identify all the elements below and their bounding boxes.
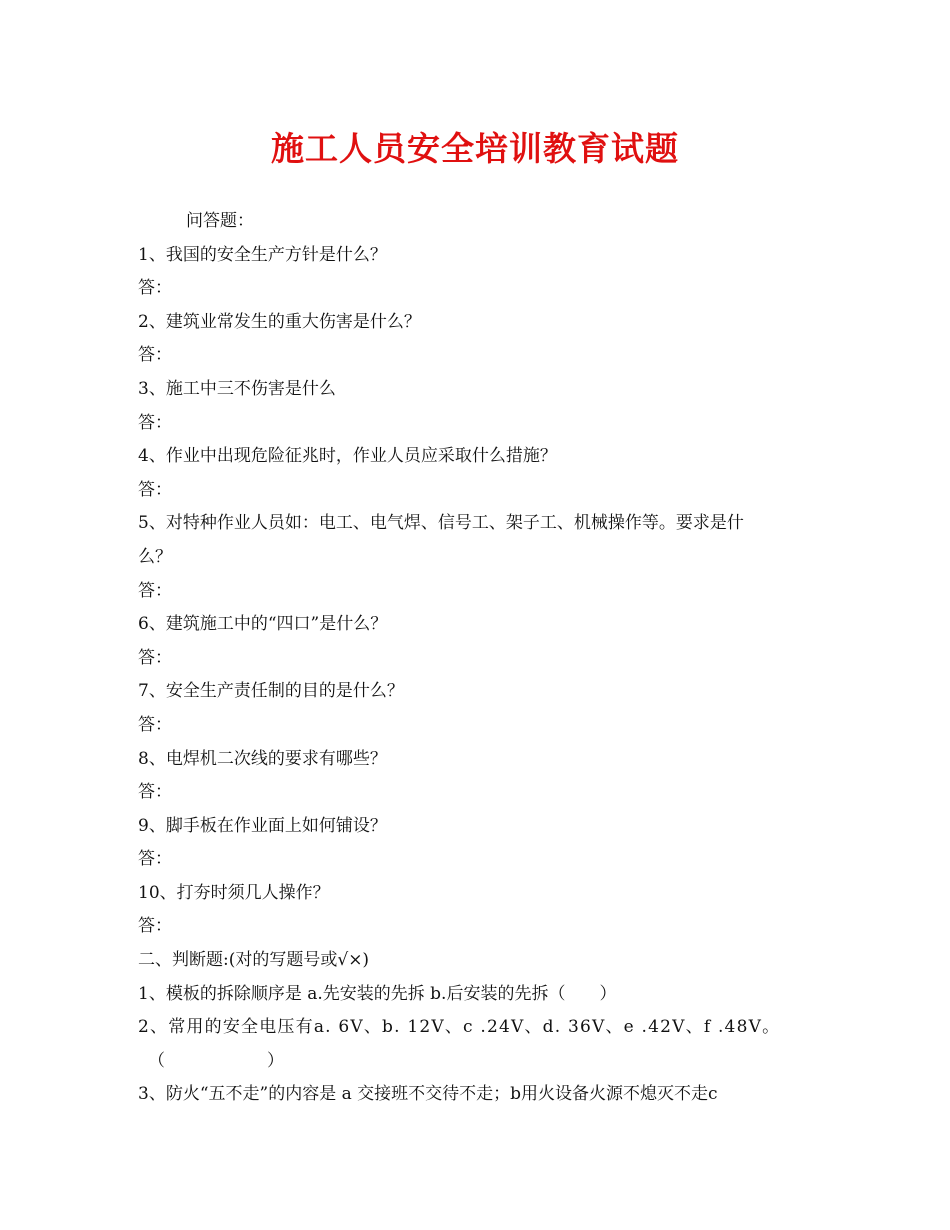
question-8: 8、电焊机二次线的要求有哪些？ [138, 748, 387, 769]
document-title: 施工人员安全培训教育试题 [271, 129, 679, 168]
answer-label-1: 答： [138, 278, 172, 299]
document-body [138, 205, 818, 1112]
answer-label-8: 答： [138, 782, 172, 803]
answer-label-10: 答： [138, 916, 172, 937]
judge-item-1: 1、模板的拆除顺序是 a.先安装的先拆 b.后安装的先拆（ ） [138, 983, 617, 1004]
question-6: 6、建筑施工中的“四口”是什么？ [138, 614, 388, 635]
question-9: 9、脚手板在作业面上如何铺设？ [138, 815, 387, 836]
section-heading-qa: 问答题： [186, 211, 254, 231]
answer-label-5: 答： [138, 580, 172, 601]
question-1: 1、我国的安全生产方针是什么？ [138, 244, 387, 265]
judge-item-2: 2、常用的安全电压有a. 6V、b. 12V、c .24V、d. 36V、e .42V、f .48V。 [138, 1017, 781, 1038]
answer-label-4: 答： [138, 479, 172, 500]
section-heading-judge: 二、判断题:(对的写题号或√×) [138, 950, 370, 971]
question-7: 7、安全生产责任制的目的是什么？ [138, 681, 404, 702]
question-2: 2、建筑业常发生的重大伤害是什么？ [138, 311, 421, 332]
answer-label-3: 答： [138, 412, 172, 433]
answer-label-9: 答： [138, 849, 172, 870]
answer-label-2: 答： [138, 345, 172, 366]
judge-item-3: 3、防火“五不走”的内容是 a 交接班不交待不走；b用火设备火源不熄灭不走c [138, 1084, 718, 1105]
judge-item-2-blank: （ ） [148, 1050, 284, 1071]
question-3: 3、施工中三不伤害是什么 [138, 378, 336, 399]
answer-label-7: 答： [138, 714, 172, 735]
question-10: 10、打夯时须几人操作？ [138, 882, 330, 903]
question-4: 4、作业中出现危险征兆时，作业人员应采取什么措施？ [138, 446, 557, 467]
question-5: 5、对特种作业人员如：电工、电气焊、信号工、架子工、机械操作等。要求是什 [138, 513, 744, 534]
answer-label-6: 答： [138, 647, 172, 668]
question-5-continued: 么？ [138, 546, 172, 567]
